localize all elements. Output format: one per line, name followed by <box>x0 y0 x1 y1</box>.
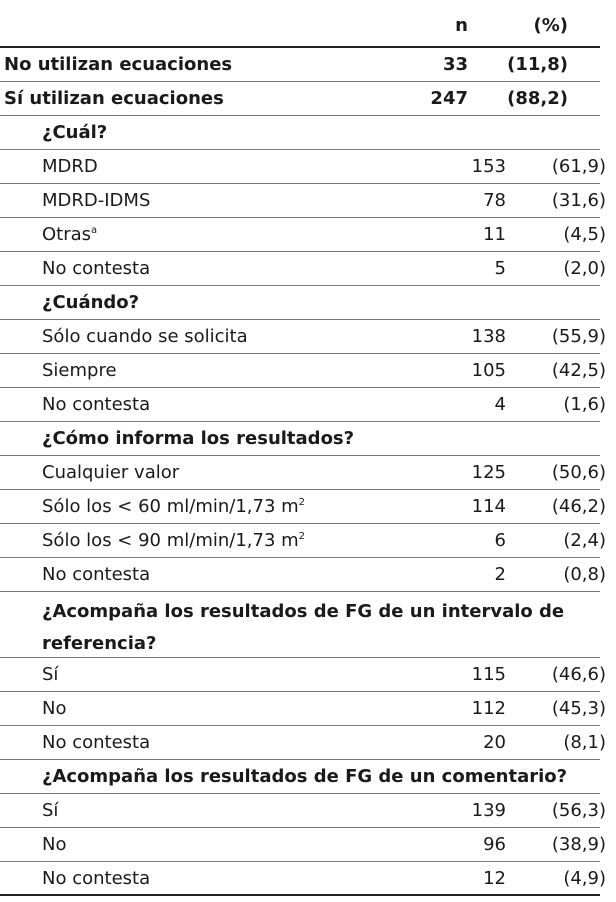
label-text: Sí utilizan ecuaciones <box>4 88 224 109</box>
percent-cell: (4,9) <box>563 867 606 889</box>
count-cell: 2 <box>494 564 506 585</box>
row-label <box>0 698 434 719</box>
label-text: No contesta <box>42 732 151 753</box>
row-label <box>0 664 434 685</box>
section-heading-row <box>0 760 600 794</box>
label-text: No contesta <box>42 258 151 279</box>
count-cell: 153 <box>471 156 506 177</box>
table-row <box>0 558 606 592</box>
row-label <box>0 258 434 279</box>
section-heading-row <box>0 422 600 456</box>
row-label <box>0 394 434 415</box>
table-row <box>0 524 606 558</box>
label-text: ¿Acompaña los resultados de FG de un intervalo de referencia? <box>42 601 565 654</box>
section-question <box>0 428 592 449</box>
table-row <box>0 726 606 760</box>
count-cell: 12 <box>483 867 506 889</box>
percent-cell: (38,9) <box>551 834 606 855</box>
section-question <box>0 766 592 787</box>
label-text: No contesta <box>42 867 151 889</box>
table-row <box>0 388 606 422</box>
percent-cell: (31,6) <box>551 190 606 211</box>
table-row <box>0 692 606 726</box>
row-label <box>0 564 434 585</box>
footnote-marker: 2 <box>298 531 306 542</box>
label-text: Sólo cuando se solicita <box>42 326 248 347</box>
section-heading-row <box>0 116 600 150</box>
table-row <box>0 828 606 862</box>
count-cell: 78 <box>483 190 506 211</box>
count-cell: 112 <box>471 698 506 719</box>
table-row <box>0 354 606 388</box>
row-label <box>0 360 434 381</box>
count-cell: 114 <box>471 496 506 517</box>
table-row <box>0 252 606 286</box>
section-question <box>0 122 592 143</box>
label-text: ¿Acompaña los resultados de FG de un comentario? <box>42 766 568 787</box>
label-text: Siempre <box>42 360 117 381</box>
summary-row <box>0 82 600 116</box>
row-label <box>0 800 434 821</box>
percent-cell: (2,0) <box>563 258 606 279</box>
table-row <box>0 862 606 896</box>
header-pct: (%) <box>533 14 568 36</box>
count-cell: 20 <box>483 732 506 753</box>
label-text: MDRD <box>42 156 98 177</box>
table-row <box>0 794 606 828</box>
percent-cell: (46,6) <box>551 664 606 685</box>
count-cell: 105 <box>471 360 506 381</box>
count-cell: 4 <box>494 394 506 415</box>
count-cell: 11 <box>483 224 506 245</box>
table-row <box>0 150 606 184</box>
count-cell: 139 <box>471 800 506 821</box>
table-row <box>0 456 606 490</box>
percent-cell: (0,8) <box>563 564 606 585</box>
count-cell: 138 <box>471 326 506 347</box>
label-text: Sí <box>42 664 59 685</box>
count-cell: 125 <box>471 462 506 483</box>
percent-cell: (50,6) <box>551 462 606 483</box>
section-heading-row <box>0 592 600 658</box>
percent-cell: (55,9) <box>551 326 606 347</box>
percent-cell: (88,2) <box>507 88 568 109</box>
percent-cell: (4,5) <box>563 224 606 245</box>
section-heading-row <box>0 286 600 320</box>
count-cell: 96 <box>483 834 506 855</box>
row-label <box>0 496 434 517</box>
count-cell: 33 <box>442 54 468 75</box>
percent-cell: (11,8) <box>507 54 568 75</box>
row-label <box>0 462 434 483</box>
table-header <box>0 0 600 48</box>
label-text: MDRD-IDMS <box>42 190 151 211</box>
label-text: Sólo los < 60 ml/min/1,73 m <box>42 496 299 517</box>
table-row <box>0 490 606 524</box>
label-text: ¿Cómo informa los resultados? <box>42 428 355 449</box>
row-label <box>0 54 396 75</box>
row-label <box>0 732 434 753</box>
row-label <box>0 88 396 109</box>
footnote-marker: 2 <box>298 497 306 508</box>
row-label <box>0 868 434 889</box>
label-text: No utilizan ecuaciones <box>4 54 233 75</box>
row-label <box>0 190 434 211</box>
section-question <box>0 292 592 313</box>
row-label <box>0 156 434 177</box>
label-text: No contesta <box>42 394 151 415</box>
label-text: No <box>42 834 67 855</box>
table-row <box>0 658 606 692</box>
row-label <box>0 530 434 551</box>
percent-cell: (1,6) <box>563 394 606 415</box>
table-body <box>0 48 606 896</box>
percent-cell: (2,4) <box>563 530 606 551</box>
label-text: ¿Cuándo? <box>42 292 140 313</box>
count-cell: 115 <box>471 664 506 685</box>
count-cell: 6 <box>494 530 506 551</box>
label-text: No contesta <box>42 564 151 585</box>
table-row <box>0 184 606 218</box>
percent-cell: (42,5) <box>551 360 606 381</box>
count-cell: 247 <box>430 88 468 109</box>
table-row <box>0 320 606 354</box>
section-question <box>0 596 592 660</box>
label-text: No <box>42 698 67 719</box>
label-text: Sólo los < 90 ml/min/1,73 m <box>42 530 299 551</box>
label-text: Sí <box>42 800 59 821</box>
table-row <box>0 218 606 252</box>
row-label <box>0 834 434 855</box>
count-cell: 5 <box>494 258 506 279</box>
percent-cell: (45,3) <box>551 698 606 719</box>
summary-row <box>0 48 600 82</box>
header-n: n <box>455 14 468 36</box>
percent-cell: (56,3) <box>551 800 606 821</box>
row-label <box>0 224 434 245</box>
row-label <box>0 326 434 347</box>
label-text: Otras <box>42 224 92 245</box>
percent-cell: (46,2) <box>551 496 606 517</box>
percent-cell: (61,9) <box>551 156 606 177</box>
footnote-marker: a <box>91 225 98 236</box>
label-text: ¿Cuál? <box>42 122 108 143</box>
percent-cell: (8,1) <box>563 732 606 753</box>
label-text: Cualquier valor <box>42 462 180 483</box>
